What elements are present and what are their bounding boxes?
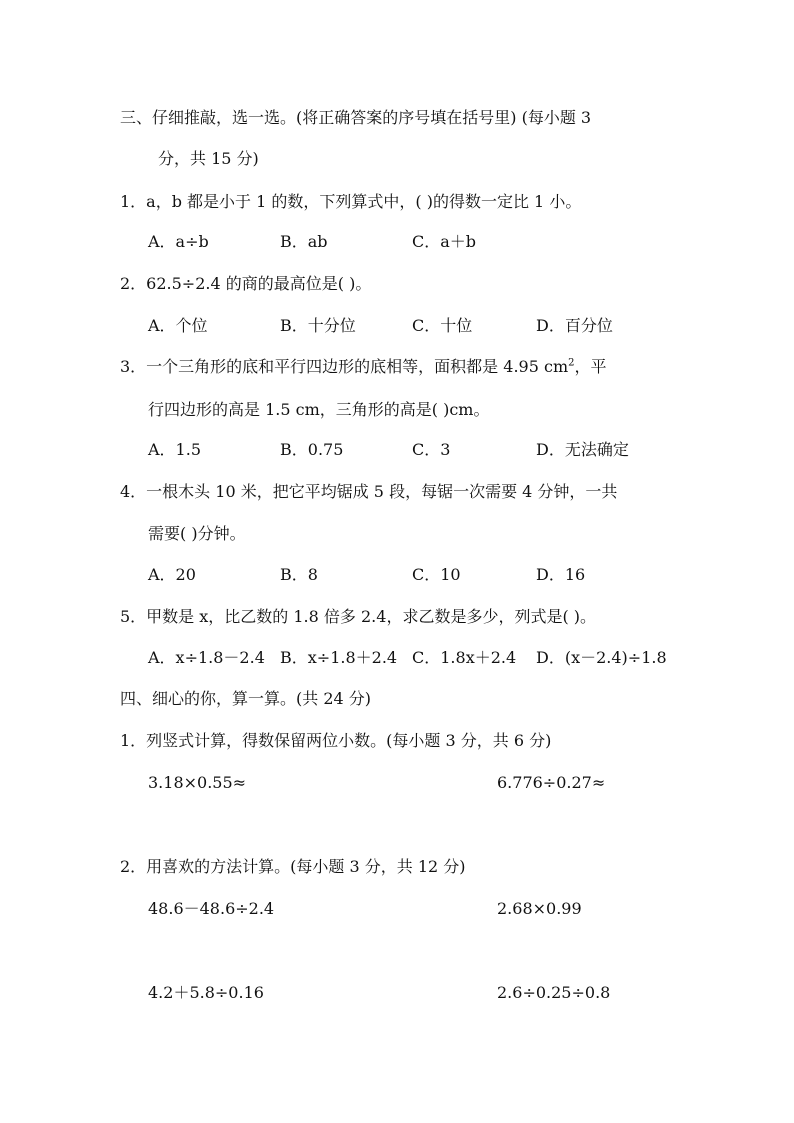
question-2-stem: 2．62.5÷2.4 的商的最高位是( )。 xyxy=(120,274,372,293)
problem-2-item-1: 48.6－48.6÷2.4 xyxy=(148,899,275,918)
question-5-option-a: A．x÷1.8－2.4 xyxy=(148,648,265,667)
question-5-option-b: B．x÷1.8＋2.4 xyxy=(280,648,398,667)
question-4-option-d: D．16 xyxy=(536,565,586,584)
question-1-option-a: A．a÷b xyxy=(148,232,209,251)
question-1-option-b: B．ab xyxy=(280,232,328,251)
question-4-stem-line2: 需要( )分钟。 xyxy=(148,524,246,543)
question-4-stem-line1: 4．一根木头 10 米，把它平均锯成 5 段，每锯一次需要 4 分钟，一共 xyxy=(120,482,618,501)
question-4-option-c: C．10 xyxy=(412,565,461,584)
question-3-stem-text: 3．一个三角形的底和平行四边形的底相等，面积都是 4.95 cm xyxy=(120,357,569,376)
question-3-stem-superscript: 2 xyxy=(568,357,575,369)
question-5-option-d: D．(x－2.4)÷1.8 xyxy=(536,648,667,667)
question-2-option-c: C．十位 xyxy=(412,316,473,335)
section-3-title-line1: 三、仔细推敲，选一选。(将正确答案的序号填在括号里) (每小题 3 xyxy=(120,108,592,127)
problem-1-title: 1．列竖式计算，得数保留两位小数。(每小题 3 分，共 6 分) xyxy=(120,731,552,750)
section-4-title: 四、细心的你，算一算。(共 24 分) xyxy=(120,689,372,708)
question-2-option-d: D．百分位 xyxy=(536,316,613,335)
question-3-stem-end: ，平 xyxy=(574,357,607,376)
question-1-stem: 1．a，b 都是小于 1 的数，下列算式中，( )的得数一定比 1 小。 xyxy=(120,192,582,211)
problem-1-item-2: 6.776÷0.27≈ xyxy=(497,773,606,792)
question-3-stem-line2: 行四边形的高是 1.5 cm，三角形的高是( )cm。 xyxy=(148,400,490,419)
section-3-title-line2: 分，共 15 分) xyxy=(158,149,259,168)
question-5-option-c: C．1.8x＋2.4 xyxy=(412,648,517,667)
question-4-option-a: A．20 xyxy=(148,565,196,584)
question-3-option-c: C．3 xyxy=(412,440,451,459)
question-3-stem-line1 xyxy=(120,355,607,379)
problem-2-title: 2．用喜欢的方法计算。(每小题 3 分，共 12 分) xyxy=(120,857,466,876)
question-2-option-b: B．十分位 xyxy=(280,316,356,335)
question-2-option-a: A．个位 xyxy=(148,316,208,335)
question-1-option-c: C．a＋b xyxy=(412,232,477,251)
question-3-option-b: B．0.75 xyxy=(280,440,344,459)
problem-2-item-2: 2.68×0.99 xyxy=(497,899,582,918)
question-5-stem: 5．甲数是 x，比乙数的 1.8 倍多 2.4，求乙数是多少，列式是( )。 xyxy=(120,607,597,626)
problem-2-item-4: 2.6÷0.25÷0.8 xyxy=(497,983,611,1002)
problem-1-item-1: 3.18×0.55≈ xyxy=(148,773,247,792)
question-4-option-b: B．8 xyxy=(280,565,318,584)
problem-2-item-3: 4.2＋5.8÷0.16 xyxy=(148,983,264,1002)
question-3-option-d: D．无法确定 xyxy=(536,440,629,459)
question-3-option-a: A．1.5 xyxy=(148,440,202,459)
